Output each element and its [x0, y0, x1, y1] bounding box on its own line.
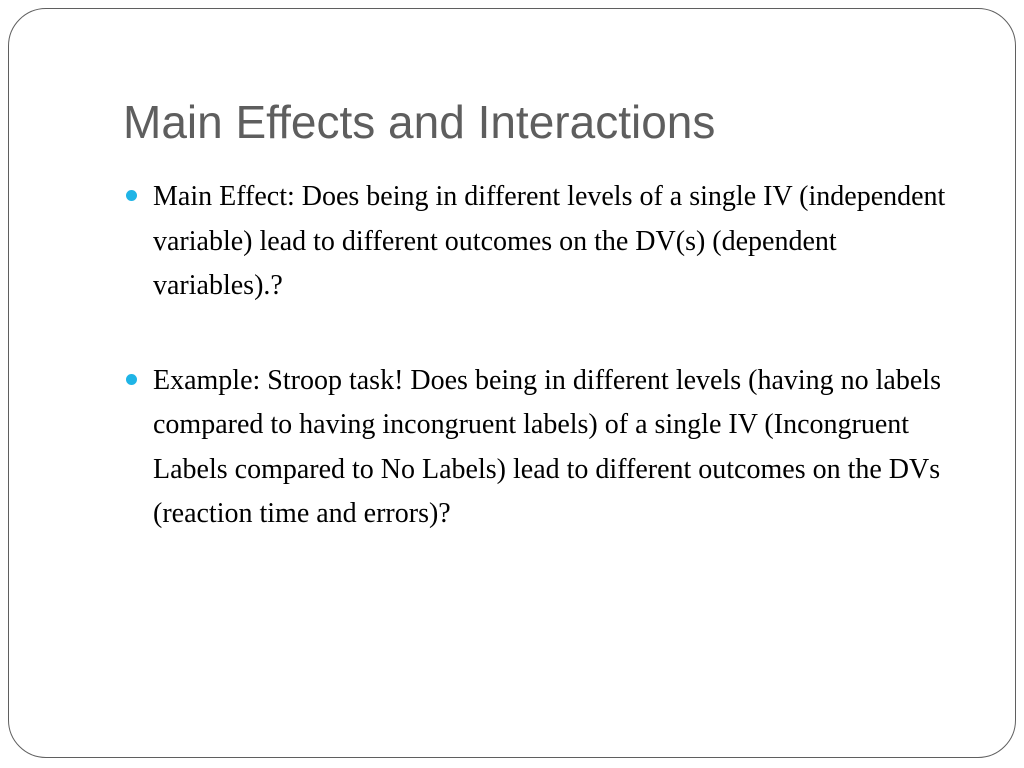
bullet-dot-icon [126, 190, 137, 201]
slide-frame [8, 8, 1016, 758]
slide-title: Main Effects and Interactions [123, 96, 716, 148]
bullet-dot-icon [126, 374, 137, 385]
bullet-item-main-effect [123, 175, 963, 309]
bullet-item-example [123, 359, 963, 537]
bullet-text: Main Effect: Does being in different levels of a single IV (independent variable) lead to different outcomes on the DV(s) (dependent variables).? [153, 181, 946, 301]
bullet-list [123, 175, 963, 537]
bullet-text: Example: Stroop task! Does being in different levels (having no labels compared to having incongruent labels) of a single IV (Incongruent Labels compared to No Labels) lead to different outcomes on the DVs (reaction time and errors)? [153, 364, 941, 529]
